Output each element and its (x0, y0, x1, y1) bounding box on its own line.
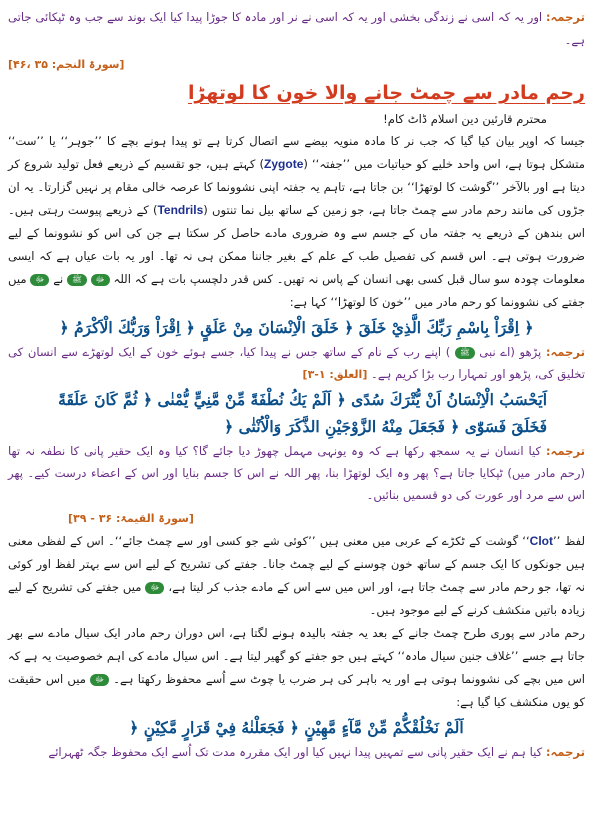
translation-label: ترجمہ: (545, 10, 585, 24)
section-heading: رحم مادر سے چمٹ جانے والا خون کا لوتھڑا (187, 82, 585, 104)
translation-text: ) اپنے رب کے نام کے ساتھ جس نے پیدا کیا، جسے ہوئے خون کے ایک لوتھڑے سے انسان کی تخلیق کی، پڑھو اور تمہارا رب بڑا کریم ہے۔ (8, 345, 585, 381)
body-text: لفظ ’’ (553, 534, 585, 548)
honorific-badge: ﷺ (455, 347, 475, 359)
body-text: رحم مادر سے پوری طرح چمٹ جانے کے بعد یہ جفتہ بالیدہ ہونے لگتا ہے، اس دوران رحم مادر ایک سیال مادے سے بھر جاتا ہے جسے ’’غلاف جنین سیال مادہ‘‘ کہتے ہیں جو جفتے کو گھیر لیتا ہے۔ اس سیال مادے کی اہم خصوصیت یہ ہے کہ اس میں بچے کی نشوونما ہوتی ہے اور یہ باہر کی ہر ضرب یا چوٹ سے اُسے محفوظ رکھتا ہے۔ (8, 626, 586, 686)
honorific-badge: ﷻ (30, 274, 49, 286)
quran-verse: فَخَلَقَ فَسَوّٰى ﴿ فَجَعَلَ مِنْهُ الزَّوْجَيْنِ الذَّكَرَ وَالْاُنْثٰى ﴿ (224, 417, 547, 436)
body-text: نے (53, 272, 64, 286)
body-text: میں جفتے کی تشریح کے لیے زیادہ باتیں منکشف کرنے کے لیے موجود ہیں۔ (8, 580, 585, 617)
translation-paragraph (8, 440, 585, 506)
body-text: میں جفتے کی نشوونما کو رحم مادر میں ’’خون کا لوتھڑا‘‘ کہا ہے: (8, 272, 585, 309)
reference-line (8, 52, 585, 76)
surah-reference: [سورۃ النجم: ۳۵ ،۴۶] (8, 58, 125, 71)
body-text: ) کہتے ہیں، جو تقسیم کے ذریعے فعل تولید شروع کر دیتا ہے اور بالآخر ’’گوشت کا لوتھڑا‘‘ بن جاتا ہے، تاہم یہ جفتہ اپنی نشوونما کا عرصہ خالی مقام پر نہیں گزارتا۔ یہ ان جڑوں کی مانند رحم مادر سے چمٹ جاتا ہے، جو زمین کے ساتھ بیل نما تنتوں ( (8, 157, 586, 217)
body-text: جیسا کہ اوپر بیان کیا گیا کہ جب نر کا مادہ منویہ بیضے سے اتصال کرتا ہے تو پیدا ہونے بچے کا ’’جوہر‘‘ یا ’’ست‘‘ متشکل ہوتا ہے، اس واحد خلیے کو حیاتیات میں ’’جفتہ‘‘ ( (8, 134, 586, 171)
reference-line (8, 506, 585, 530)
quran-verse: ﴿ اِقْرَاْ بِاسْمِ رَبِّكَ الَّذِيْ خَلَقَ ﴿ خَلَقَ الْاِنْسَانَ مِنْ عَلَقٍ ﴿ اِقْرَاْ وَرَبُّكَ الْاَكْرَمُ ﴿ (59, 318, 534, 337)
body-text: میں اس حقیقت کو یوں منکشف کیا گیا ہے: (8, 672, 585, 709)
body-text: ‘‘ گوشت کے ٹکڑے کے عربی میں معنی ہیں ’’کوئی شے جو کسی اور سے چمٹ جائے‘‘۔ اس کے لفظی معنی ہیں جونکوں کا ایک جسم کے ساتھ خون چوسنے کے لیے چمٹ جانا۔ جفتے کی تشریح کے لیے اس سے بہتر لفظ اور کوئی نہ تھا، جو رحم مادر سے چمٹ جاتا ہے، اور اس میں سے اس کے مادے جذب کر لیتا ہے، (8, 534, 586, 594)
english-term: Clot (529, 534, 553, 548)
body-text: ) کے ذریعے پیوست رہتی ہیں۔ اس بندھن کے ذریعے یہ جفتہ ماں کے جسم سے وہ ضروری مادے حاصل کر سکتا ہے جن کی اس کو نشوونما کے لیے ضرورت ہوتی ہے۔ اس قسم کی تفصیل طب کے علم کے بغیر جاننا ممکن ہی نہ تھا۔ اور یہ بات عیاں ہے کہ ایسی معلومات چودہ سو سال قبل کسی بھی انسان کے پاس نہ تھیں۔ کس قدر دلچسپ بات ہے کہ اللہ (8, 203, 586, 286)
english-term: Tendrils (157, 203, 204, 217)
body-paragraph (8, 530, 585, 622)
translation-label: ترجمہ: (545, 345, 585, 359)
honorific-badge: ﷺ (67, 274, 87, 286)
honorific-badge: ﷻ (145, 582, 164, 594)
translation-text: پڑھو (اے نبی (479, 345, 542, 359)
quran-verse: اَيَحْسَبُ الْاِنْسَانُ اَنْ يُّتْرَكَ سُدًى ﴿ اَلَمْ يَكُ نُطْفَةً مِّنْ مَّنِيٍّ يُّمْنٰى ﴿ ثُمَّ كَانَ عَلَقَةً (58, 390, 547, 409)
translation-text: کیا ہم نے ایک حقیر پانی سے تمہیں پیدا نہیں کیا اور ایک مقررہ مدت تک اُسے ایک محفوظ جگہ ٹھہرائے (48, 745, 543, 759)
translation-paragraph (8, 6, 585, 52)
english-term: Zygote (264, 157, 304, 171)
body-paragraph (8, 622, 585, 714)
body-paragraph (8, 130, 585, 314)
translation-label: ترجمہ: (545, 745, 585, 759)
honorific-badge: ﷻ (91, 274, 110, 286)
surah-reference: [العلق: ۱-۳] (302, 368, 368, 381)
translation-label: ترجمہ: (545, 444, 586, 458)
translation-text: کیا انسان نے یہ سمجھ رکھا ہے کہ وہ یونہی مہمل چھوڑ دیا جائے گا؟ کیا وہ ایک حقیر پانی کا نطفہ نہ تھا (رحم مادر میں) ٹپکایا جاتا ہے؟ پھر وہ ایک لوتھڑا بنا، پھر اللہ نے اس کا جسم بنایا اور اس کے اعضاء درست کیے۔ پھر اس سے مرد اور عورت کی دو قسمیں بنائیں۔ (8, 444, 585, 502)
greeting-line: محترم قارئین دین اسلام ڈاٹ کام! (383, 112, 547, 126)
translation-text: اور یہ کہ اسی نے زندگی بخشی اور یہ کہ اسی نے نر اور مادہ کا جوڑا پیدا کیا ایک بوند سے جب وہ ٹپکائی جاتی ہے۔ (8, 10, 585, 47)
translation-paragraph (8, 341, 585, 386)
quran-verse: اَلَمْ نَخْلُقْكُّمْ مِّنْ مَّآءٍ مَّهِيْنٍ ﴿ فَجَعَلْنٰهُ فِيْ قَرَارٍ مَّكِيْنٍ ﴿ (129, 718, 464, 737)
surah-reference: [سورۃ القیمۃ: ۳۶ - ۳۹] (68, 512, 194, 525)
translation-paragraph (8, 741, 585, 763)
honorific-badge: ﷻ (90, 674, 109, 686)
